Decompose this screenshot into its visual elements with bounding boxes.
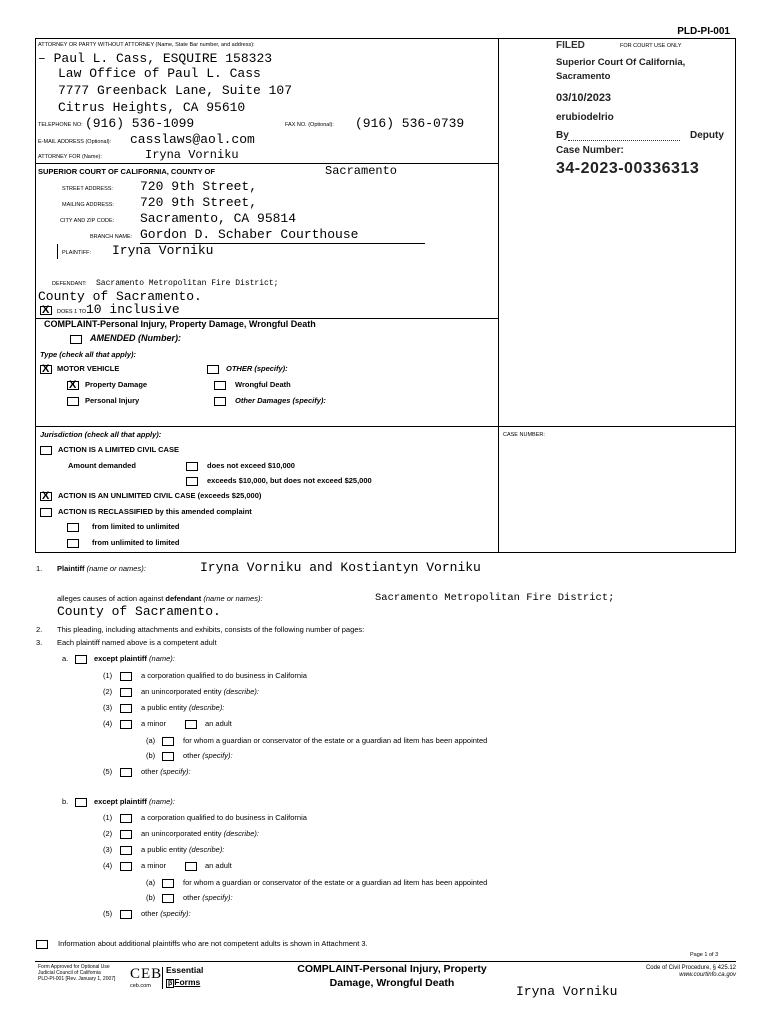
a-s5-text: [141, 767, 191, 776]
property-damage-checkbox[interactable]: [67, 381, 79, 390]
b-s5-text: [141, 909, 191, 918]
b-s1-text: a corporation qualified to do business in California: [141, 813, 307, 822]
from-limited-label: from limited to unlimited: [92, 522, 180, 531]
a-s3-paren: (describe):: [188, 703, 225, 712]
except-b-label: [94, 797, 175, 806]
motor-vehicle-checkbox[interactable]: [40, 365, 52, 374]
a-s1-num: (1): [103, 671, 113, 680]
case-number-label: CASE NUMBER:: [503, 432, 545, 438]
except-a-paren: (name):: [149, 654, 175, 663]
a-sb-num: (b): [146, 751, 156, 760]
approved-line1: Form Approved for Optional Use: [38, 964, 110, 970]
a-s2-main: an unincorporated entity: [141, 687, 222, 696]
b-s2-main: an unincorporated entity: [141, 829, 222, 838]
footer-title-line1: COMPLAINT-Personal Injury, Property: [297, 963, 487, 975]
item3-num: 3.: [36, 638, 43, 647]
defendant-line1: Sacramento Metropolitan Fire District;: [96, 279, 279, 288]
forms-text: Forms: [174, 977, 201, 987]
item2-num: 2.: [36, 625, 43, 634]
footer-code: [646, 965, 736, 979]
not-exceed-10k-label: does not exceed $10,000: [207, 461, 295, 470]
footer-signature-name: Iryna Vorniku: [516, 984, 618, 999]
a-corp-checkbox[interactable]: [120, 672, 132, 681]
b-s3-main: a public entity: [141, 845, 187, 854]
does-label: DOES 1 TO: [57, 309, 87, 315]
attorney-for-label: ATTORNEY FOR (Name):: [38, 154, 102, 160]
b-unincorporated-checkbox[interactable]: [120, 830, 132, 839]
court-street: 720 9th Street,: [140, 179, 258, 194]
b-sb-paren: (specify):: [202, 893, 233, 902]
attorney-firm: Law Office of Paul L. Cass: [58, 66, 261, 81]
b-public-entity-checkbox[interactable]: [120, 846, 132, 855]
property-damage-label: Property Damage: [85, 380, 148, 389]
item1-plaintiff: Plaintiff: [57, 564, 85, 573]
alleges-paren: (name or names):: [203, 594, 263, 603]
essential-label: Essential: [166, 965, 204, 975]
a-sa-text: for whom a guardian or conservator of the estate or a guardian ad litem has been appointed: [183, 736, 488, 745]
motor-vehicle-label: MOTOR VEHICLE: [57, 364, 120, 373]
fax-value: (916) 536-0739: [355, 116, 465, 131]
b-guardian-checkbox[interactable]: [162, 879, 174, 888]
court-county: Sacramento: [325, 164, 398, 178]
street-label: STREET ADDRESS:: [62, 186, 113, 192]
approved-line2: Judicial Council of California: [38, 970, 101, 976]
court-branch: Gordon D. Schaber Courthouse: [140, 227, 359, 242]
filed-stamp: FILED: [556, 40, 585, 51]
a-s3-text: [141, 703, 224, 712]
form-approval: [38, 964, 115, 982]
footer-site: www.courtinfo.ca.gov: [679, 972, 736, 978]
b-s3-text: [141, 845, 224, 854]
b-s2-paren: (describe):: [223, 829, 260, 838]
attorney-street: 7777 Greenback Lane, Suite 107: [58, 83, 293, 98]
amended-checkbox[interactable]: [70, 335, 82, 344]
stamp-case-number: 34-2023-00336313: [556, 160, 700, 177]
ceb-logo: CEB: [130, 966, 163, 982]
does-checkbox[interactable]: [40, 306, 52, 315]
stamp-clerk: erubiodelrio: [556, 112, 614, 123]
personal-injury-label: Personal Injury: [85, 396, 140, 405]
alleges-pre: alleges causes of action against: [57, 594, 164, 603]
a-s5-num: (5): [103, 767, 113, 776]
except-a-text: except plaintiff: [94, 654, 147, 663]
b-sa-text: for whom a guardian or conservator of the estate or a guardian ad litem has been appointed: [183, 878, 488, 887]
a-s3-main: a public entity: [141, 703, 187, 712]
email-value: casslaws@aol.com: [130, 132, 255, 147]
except-a-checkbox[interactable]: [75, 655, 87, 664]
stamp-county: Sacramento: [556, 71, 611, 82]
stamp-date: 03/10/2023: [556, 92, 612, 104]
b-sb-text: [183, 893, 233, 902]
plaintiff-value: Iryna Vorniku: [112, 243, 214, 258]
unlimited-case-checkbox[interactable]: [40, 492, 52, 501]
a-s2-text: [141, 687, 259, 696]
jurisdiction-header: Jurisdiction (check all that apply):: [40, 430, 162, 439]
reclassified-checkbox[interactable]: [40, 508, 52, 517]
type-header: Type (check all that apply):: [40, 350, 136, 359]
court-header: SUPERIOR COURT OF CALIFORNIA, COUNTY OF: [38, 167, 215, 176]
item1-value: Iryna Vorniku and Kostiantyn Vorniku: [200, 560, 481, 575]
a-other-5-checkbox[interactable]: [120, 768, 132, 777]
other-checkbox[interactable]: [207, 365, 219, 374]
except-b-text: except plaintiff: [94, 797, 147, 806]
amount-demanded-label: Amount demanded: [68, 461, 136, 470]
stamp-deputy: Deputy: [690, 130, 724, 141]
fax-label: FAX NO. (Optional):: [285, 122, 334, 128]
a-s1-text: a corporation qualified to do business in California: [141, 671, 307, 680]
ceb-site: ceb.com: [130, 983, 151, 989]
b-s5-main: other: [141, 909, 159, 918]
alleges-value2: County of Sacramento.: [57, 604, 221, 619]
stamp-court: Superior Court Of California,: [556, 57, 686, 68]
not-exceed-10k-checkbox[interactable]: [186, 462, 198, 471]
exceeds-10k-label: exceeds $10,000, but does not exceed $25,000: [207, 476, 372, 485]
b-other-5-checkbox[interactable]: [120, 910, 132, 919]
approved-line3: PLD-PI-001 [Rev. January 1, 2007]: [38, 976, 116, 982]
page-number: Page 1 of 3: [690, 952, 719, 958]
attorney-name: – Paul L. Cass, ESQUIRE 158323: [38, 51, 273, 66]
a-minor-checkbox[interactable]: [120, 720, 132, 729]
a-s3-num: (3): [103, 703, 113, 712]
tel-label: TELEPHONE NO:: [38, 122, 83, 128]
except-b-checkbox[interactable]: [75, 798, 87, 807]
from-unlimited-checkbox[interactable]: [67, 539, 79, 548]
b-sb-num: (b): [146, 893, 156, 902]
alleges-bold: defendant: [165, 594, 202, 603]
footer-code-line: Code of Civil Procedure, § 425.12: [645, 965, 736, 971]
unlimited-case-label: ACTION IS AN UNLIMITED CIVIL CASE (exceeds $25,000): [58, 491, 262, 500]
attorney-city: Citrus Heights, CA 95610: [58, 100, 246, 115]
b-s1-num: (1): [103, 813, 113, 822]
b-s5-num: (5): [103, 909, 113, 918]
attachment3-checkbox[interactable]: [36, 940, 48, 949]
item1-num: 1.: [36, 564, 43, 573]
stamp-by: By: [556, 130, 569, 141]
forms-label: [166, 977, 200, 987]
a-other-b-checkbox[interactable]: [162, 752, 174, 761]
other-label: OTHER (specify):: [226, 364, 288, 373]
b-s4-adult: an adult: [205, 861, 232, 870]
b-s4-minor: a minor: [141, 861, 167, 870]
court-city: Sacramento, CA 95814: [140, 211, 297, 226]
attachment3-text: Information about additional plaintiffs who are not competent adults is shown in Attachment 3.: [58, 939, 368, 948]
b-s2-text: [141, 829, 259, 838]
b-s2-num: (2): [103, 829, 113, 838]
a-s5-main: other: [141, 767, 159, 776]
wrongful-death-label: Wrongful Death: [235, 380, 291, 389]
b-adult-checkbox[interactable]: [185, 862, 197, 871]
court-use-label: FOR COURT USE ONLY: [620, 43, 682, 49]
a-s4-num: (4): [103, 719, 113, 728]
b-sa-num: (a): [146, 878, 156, 887]
mailing-label: MAILING ADDRESS:: [62, 202, 114, 208]
a-guardian-checkbox[interactable]: [162, 737, 174, 746]
item1-label: [57, 564, 146, 573]
city-label: CITY AND ZIP CODE:: [60, 218, 115, 224]
a-sa-num: (a): [146, 736, 156, 745]
a-s5-paren: (specify):: [160, 767, 191, 776]
a-sb-paren: (specify):: [202, 751, 233, 760]
exceeds-10k-checkbox[interactable]: [186, 477, 198, 486]
alleges-line: [57, 594, 263, 603]
defendant-label: DEFENDANT:: [52, 281, 87, 287]
b-s5-paren: (specify):: [160, 909, 191, 918]
b-s4-num: (4): [103, 861, 113, 870]
a-unincorporated-checkbox[interactable]: [120, 688, 132, 697]
other-damages-checkbox[interactable]: [214, 397, 226, 406]
footer-title-line2: Damage, Wrongful Death: [329, 977, 455, 989]
attorney-name-bar: Paul L. Cass, ESQUIRE 158323: [53, 51, 273, 66]
stamp-case-label: Case Number:: [556, 145, 624, 156]
plaintiff-label: PLAINTIFF:: [62, 250, 92, 256]
complaint-title: COMPLAINT-Personal Injury, Property Damage, Wrongful Death: [44, 319, 316, 329]
footer-title: [262, 962, 522, 990]
a-label: a.: [62, 654, 69, 663]
reclassified-label: ACTION IS RECLASSIFIED by this amended complaint: [58, 507, 252, 516]
attorney-header: ATTORNEY OR PARTY WITHOUT ATTORNEY (Name, State Bar number, and address):: [38, 42, 255, 48]
a-adult-checkbox[interactable]: [185, 720, 197, 729]
a-public-entity-checkbox[interactable]: [120, 704, 132, 713]
from-unlimited-label: from unlimited to limited: [92, 538, 180, 547]
b-label: b.: [62, 797, 69, 806]
court-mailing: 720 9th Street,: [140, 195, 258, 210]
tel-value: (916) 536-1099: [85, 116, 195, 131]
email-label: E-MAIL ADDRESS (Optional):: [38, 139, 112, 145]
a-s2-paren: (describe):: [223, 687, 260, 696]
except-a-label: [94, 654, 175, 663]
except-b-paren: (name):: [149, 797, 175, 806]
b-minor-checkbox[interactable]: [120, 862, 132, 871]
a-s4-adult: an adult: [205, 719, 232, 728]
item1-paren: (name or names):: [86, 564, 146, 573]
personal-injury-checkbox[interactable]: [67, 397, 79, 406]
b-other-b-checkbox[interactable]: [162, 894, 174, 903]
does-value: 10 inclusive: [86, 302, 180, 317]
b-corp-checkbox[interactable]: [120, 814, 132, 823]
a-sb-main: other: [183, 751, 201, 760]
limited-case-checkbox[interactable]: [40, 446, 52, 455]
attorney-for-value: Iryna Vorniku: [145, 148, 239, 162]
forms-badge-icon: β: [168, 980, 173, 987]
defendant-line2: County of Sacramento.: [38, 289, 202, 304]
a-s4-minor: a minor: [141, 719, 167, 728]
b-s3-paren: (describe):: [188, 845, 225, 854]
a-s2-num: (2): [103, 687, 113, 696]
limited-case-label: ACTION IS A LIMITED CIVIL CASE: [58, 445, 179, 454]
item3-text: Each plaintiff named above is a competent adult: [57, 638, 217, 647]
wrongful-death-checkbox[interactable]: [214, 381, 226, 390]
alleges-value1: Sacramento Metropolitan Fire District;: [375, 592, 615, 604]
from-limited-checkbox[interactable]: [67, 523, 79, 532]
form-id: PLD-PI-001: [677, 26, 730, 37]
other-damages-label: Other Damages (specify):: [235, 396, 326, 405]
amended-label: AMENDED (Number):: [90, 333, 181, 343]
b-sb-main: other: [183, 893, 201, 902]
branch-label: BRANCH NAME:: [90, 234, 133, 240]
item2-text: This pleading, including attachments and exhibits, consists of the following number of pages:: [57, 625, 365, 634]
a-sb-text: [183, 751, 233, 760]
b-s3-num: (3): [103, 845, 113, 854]
